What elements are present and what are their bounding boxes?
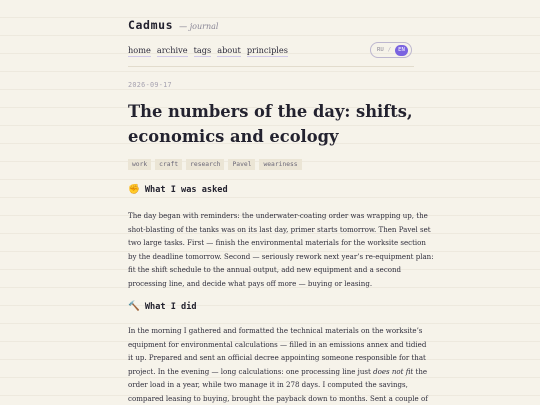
nav-home[interactable]: home	[128, 45, 151, 55]
post-title: The numbers of the day: shifts, economics and ecology	[128, 102, 413, 146]
paragraph-line: two large tasks. First — finish the environmental materials for the worksite section	[128, 238, 426, 247]
paragraph-line: equipment for environmental calculations — filled in an emissions annex and tidied	[128, 339, 427, 349]
tag-list	[128, 159, 302, 170]
site-tagline: — journal	[179, 22, 219, 31]
header-divider	[128, 66, 414, 67]
section-heading-asked	[128, 184, 228, 195]
paragraph-line	[128, 365, 428, 379]
section-heading-text: What I did	[144, 301, 197, 312]
main-nav	[128, 45, 288, 57]
raised-fist-icon: ✊	[128, 184, 140, 195]
site-title[interactable]: Cadmus	[128, 18, 174, 32]
nav-about[interactable]: about	[217, 45, 241, 55]
paragraph-text: project. In the evening — long calculations: one processing line just	[128, 366, 371, 376]
paragraph-line: processing line, and decide what pays off more — buying or leasing.	[128, 278, 373, 288]
nav-archive[interactable]: archive	[156, 45, 188, 55]
nav-principles[interactable]: principles	[246, 45, 288, 55]
tag-pavel[interactable]: Pavel	[228, 159, 255, 170]
hammer-icon: 🔨	[128, 301, 140, 312]
tag-work[interactable]: work	[128, 159, 151, 170]
paragraph-line: fit the shift schedule to the annual output, add new equipment and a second	[128, 265, 402, 274]
paragraph-line: by the deadline tomorrow. Second — seriously rework next year’s re-equipment plan:	[128, 251, 434, 261]
lang-separator: /	[387, 47, 392, 53]
section-heading-did	[128, 301, 197, 312]
tag-craft[interactable]: craft	[155, 159, 182, 170]
lang-option-en-active[interactable]: EN	[395, 45, 408, 56]
section-paragraph-did	[128, 324, 428, 405]
site-brand[interactable]	[128, 18, 218, 32]
tag-research[interactable]: research	[186, 159, 224, 170]
paragraph-line: shot-blasting of the tanks was on its last day, primer starts tomorrow. Then Pavel set	[128, 224, 431, 234]
emphasis-text: does not fit	[373, 366, 414, 376]
paragraph-line: The day began with reminders: the underwater-coating order was wrapping up, the	[128, 211, 428, 220]
tag-weariness[interactable]: weariness	[259, 159, 301, 170]
paragraph-text: the	[415, 366, 428, 376]
paragraph-line: it up. Prepared and sent an official decree appointing someone responsible for that	[128, 353, 426, 362]
language-toggle[interactable]	[370, 42, 412, 58]
nav-tags[interactable]: tags	[193, 45, 212, 55]
paragraph-line: order load in a year, while two manage it in 278 days. I computed the savings,	[128, 380, 408, 389]
paragraph-line: compared leasing to buying, brought the payback down to months. Sent a couple of	[128, 393, 428, 403]
lang-option-ru[interactable]: RU	[377, 47, 384, 53]
post-date: 2026-09-17	[128, 81, 172, 89]
paragraph-line: In the morning I gathered and formatted the technical materials on the worksite’s	[128, 326, 423, 335]
section-paragraph-asked	[128, 209, 434, 290]
section-heading-text: What I was asked	[144, 184, 228, 195]
